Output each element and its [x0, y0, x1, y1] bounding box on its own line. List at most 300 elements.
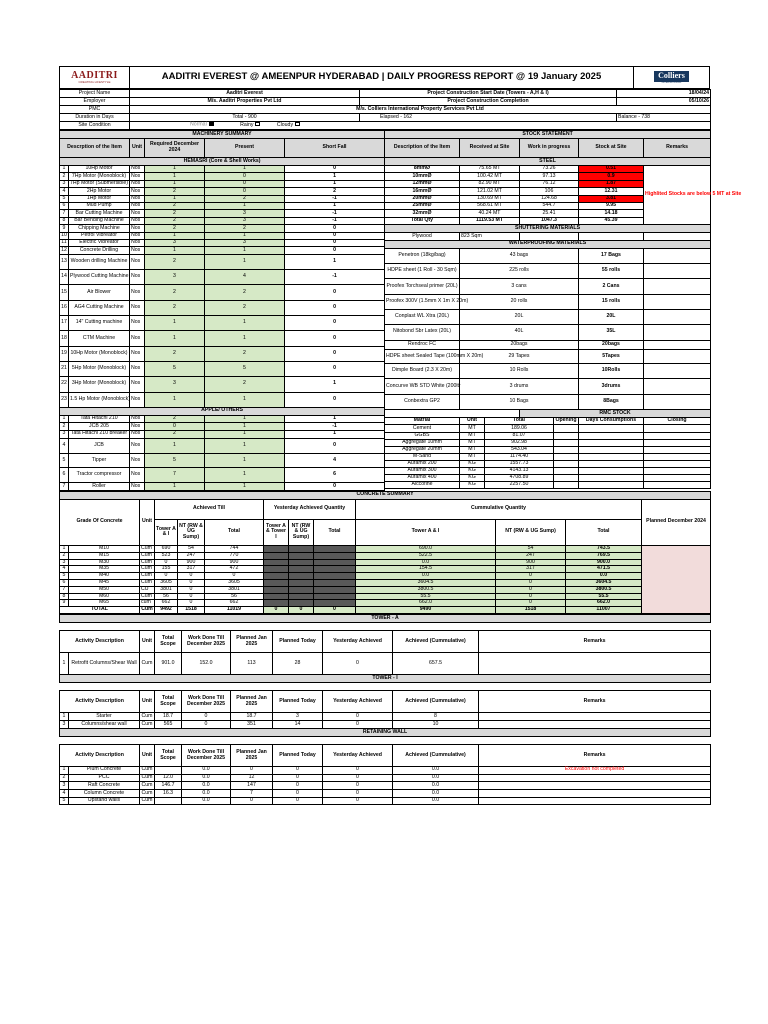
present: 3: [205, 210, 285, 217]
concrete-h-towerai2: Tower A & I: [356, 519, 496, 545]
present: 1: [205, 316, 285, 331]
required: 1: [145, 232, 205, 239]
stock-table: [384, 130, 742, 489]
machine-name: CTM Machine: [69, 331, 130, 346]
required: 1: [145, 173, 205, 180]
achieved-tower: 523: [155, 552, 178, 559]
present: 1: [205, 438, 285, 453]
present: 4: [205, 270, 285, 285]
activity-remarks: [479, 653, 711, 675]
required: 2: [145, 415, 205, 423]
total-value: 11019: [205, 607, 264, 614]
machinery-row: [60, 285, 385, 300]
rmc-material: Alccofine: [385, 482, 460, 489]
rmc-rows: [385, 425, 711, 489]
short-fall: -1: [285, 217, 385, 224]
machine-name: Bar Cutting Machine: [69, 210, 130, 217]
machine-name: Tractor compressor: [69, 468, 130, 483]
wp-material: Conbextra GP2: [385, 394, 460, 409]
row-number: 9: [60, 600, 69, 607]
required: 1: [145, 247, 205, 254]
activity-value: Cum: [140, 797, 155, 805]
wp-received: 20L: [460, 309, 579, 324]
activity-value: Cum: [140, 782, 155, 790]
retaining-h-unit: Unit: [140, 745, 155, 767]
wp-material: Proofex 300V (1.5mm X 1m X 20m): [385, 294, 460, 309]
required: 2: [145, 225, 205, 232]
activity-value: 0.0: [393, 782, 479, 790]
machine-name: 10Hp Motor (Monoblock): [69, 346, 130, 361]
activity-value: 14: [273, 721, 323, 729]
short-fall: 1: [285, 254, 385, 269]
short-fall: 4: [285, 453, 385, 468]
steel-wip: 76.12: [520, 180, 579, 187]
activity-value: Cum: [140, 653, 155, 675]
waterproof-row: [385, 364, 711, 379]
short-fall: 0: [285, 316, 385, 331]
activity-remarks: Excavation not completed: [479, 767, 711, 775]
waterproof-row: [385, 264, 711, 279]
rmc-unit: KG: [460, 475, 485, 482]
project-name: Aaditri Everest: [130, 90, 360, 98]
unit: Nos: [130, 210, 145, 217]
present: 3: [205, 217, 285, 224]
rmc-material: Aggregate 20mm: [385, 446, 460, 453]
unit: Nos: [130, 377, 145, 392]
project-name-label: Project Name: [60, 90, 130, 98]
row-number: 1: [60, 545, 69, 552]
short-fall: 1: [285, 431, 385, 439]
activity-value: 0: [231, 767, 273, 775]
achieved-tower: 3605: [155, 579, 178, 586]
machinery-h-unit: Unit: [130, 139, 145, 158]
machinery-row: [60, 468, 385, 483]
row-number: 1: [60, 713, 69, 721]
required: 2: [145, 346, 205, 361]
steel-stock: 0.9: [579, 173, 644, 180]
required: 3: [145, 377, 205, 392]
machine-name: Tipper: [69, 453, 130, 468]
normal-checkbox[interactable]: [209, 122, 214, 126]
rmc-head: [385, 409, 711, 425]
site-conditions: [130, 122, 711, 130]
stock-title: STOCK STATEMENT: [385, 131, 711, 139]
rmc-row: [385, 482, 711, 489]
achieved-nt: 0: [178, 593, 205, 600]
activity-value: 12.0: [155, 774, 182, 782]
required: 1: [145, 331, 205, 346]
cumm-tower: 0.0: [356, 559, 496, 566]
machinery-row: [60, 438, 385, 453]
required: 5: [145, 453, 205, 468]
unit: Nos: [130, 195, 145, 202]
activity-value: [155, 797, 182, 805]
row-number: 5: [60, 573, 69, 580]
required: 2: [145, 254, 205, 269]
unit: Nos: [130, 270, 145, 285]
concrete-h-total2: Total: [314, 519, 356, 545]
row-number: 2: [60, 552, 69, 559]
achieved-tower: 662: [155, 600, 178, 607]
activity-value: 18.7: [155, 713, 182, 721]
wp-stock: 17 Bags: [579, 248, 644, 263]
waterproof-row: [385, 340, 711, 350]
activity-row: [60, 797, 711, 805]
row-number: 4: [60, 188, 69, 195]
required: 2: [145, 300, 205, 315]
wp-stock: 10Rolls: [579, 364, 644, 379]
retaining-h-scope: Total Scope: [155, 745, 182, 767]
steel-stock: 0.51: [579, 166, 644, 173]
tower-a-h-yest: Yesterday Achieved: [323, 631, 393, 653]
present: 2: [205, 300, 285, 315]
retaining-h-act: Activity Description: [60, 745, 140, 767]
machine-name: 7Hp Motor (Submersible): [70, 180, 128, 187]
tower-a-h-today: Planned Today: [273, 631, 323, 653]
activity-value: Cum: [140, 767, 155, 775]
cumm-nt: 0: [496, 573, 566, 580]
row-number: 6: [60, 203, 69, 210]
short-fall: 0: [285, 483, 385, 491]
grade: M50: [69, 586, 140, 593]
waterproof-row: [385, 394, 711, 409]
retaining-h-yest: Yesterday Achieved: [323, 745, 393, 767]
required: 7: [145, 468, 205, 483]
rmc-h-opening: Opening: [555, 417, 577, 424]
steel-received: 75.65 MT: [460, 166, 520, 173]
row-number: 3: [60, 721, 69, 729]
required: 2: [145, 285, 205, 300]
present: 2: [205, 285, 285, 300]
activity-remarks: [479, 774, 711, 782]
wp-received: 40L: [460, 325, 579, 340]
short-fall: 1: [285, 180, 385, 187]
stock-h-remarks: Remarks: [644, 139, 711, 158]
cumm-tower: 662.0: [356, 600, 496, 607]
achieved-tower: 155: [155, 566, 178, 573]
present: 5: [205, 361, 285, 376]
achieved-nt: 0: [178, 579, 205, 586]
activity-value: 0: [182, 721, 231, 729]
achieved-nt: 54: [178, 545, 205, 552]
row-number: 19: [60, 346, 69, 361]
present: 1: [205, 247, 285, 254]
unit: Cum: [140, 566, 155, 573]
activity: Raft Concrete: [69, 782, 140, 790]
unit: Nos: [130, 453, 145, 468]
achieved-nt: 0: [178, 600, 205, 607]
waterproof-row: [385, 309, 711, 324]
achieved-tower: 3801: [155, 586, 178, 593]
cumm-total: 55.5: [566, 593, 642, 600]
tower-i-title: TOWER - I: [60, 675, 711, 683]
machinery-row: [60, 453, 385, 468]
activity-value: 0.0: [393, 774, 479, 782]
short-fall: 0: [285, 285, 385, 300]
short-fall: 0: [285, 225, 385, 232]
pmc: M/s. Colliers International Property Services Pvt Ltd: [130, 106, 711, 114]
activity-row: [60, 721, 711, 729]
activity-row: [60, 774, 711, 782]
short-fall: 1: [285, 173, 385, 180]
row-number: 11: [61, 239, 67, 246]
rainy-checkbox[interactable]: [255, 122, 260, 126]
activity-value: 113: [231, 653, 273, 675]
wp-material: Dimple Board (2.3 X 20m): [385, 364, 460, 379]
wp-stock: 35L: [579, 325, 644, 340]
wp-received: 29 Tapes: [460, 350, 579, 364]
row-number: 5: [60, 797, 69, 805]
unit: Nos: [130, 392, 145, 407]
machine-name: JCB: [69, 438, 130, 453]
cumm-nt: 317: [496, 566, 566, 573]
concrete-row: [60, 559, 711, 566]
activity-value: 0: [273, 790, 323, 798]
machinery-row: [60, 331, 385, 346]
tower-i-h-unit: Unit: [140, 691, 155, 713]
activity-remarks: [479, 782, 711, 790]
concrete-row: [60, 552, 711, 559]
present: 1: [205, 232, 285, 239]
tower-i-head: [60, 675, 711, 713]
row-number: 10: [61, 231, 67, 238]
total-value: Cum: [141, 606, 153, 613]
machinery-row: [60, 270, 385, 285]
wp-material: HDPE sheet Sealed Tape (100mm X 20m): [385, 350, 460, 364]
activity-value: 146.7: [155, 782, 182, 790]
activity-value: 0: [323, 782, 393, 790]
row-number: 3: [60, 431, 69, 439]
rmc-material: Cement: [385, 425, 460, 432]
required: 3: [145, 240, 205, 247]
present: 1: [205, 468, 285, 483]
wp-stock: 8Bags: [579, 394, 644, 409]
machinery-row: [60, 346, 385, 361]
machinery-row: [60, 240, 385, 247]
row-number: 9: [60, 225, 69, 232]
concrete-head: [60, 491, 711, 545]
unit: Nos: [130, 415, 145, 423]
activity-value: 0: [323, 721, 393, 729]
wp-received: 3 drums: [460, 379, 579, 394]
completion-date: 05/10/26: [617, 98, 711, 106]
cumm-nt: 900: [496, 559, 566, 566]
concrete-h-yest: Yesterday Achieved Quantity: [264, 499, 356, 519]
waterproof-row: [385, 350, 711, 364]
waterproof-row: [385, 379, 711, 394]
machinery-h-short: Short Fall: [285, 139, 385, 158]
required: 1: [145, 180, 205, 187]
unit: Nos: [130, 468, 145, 483]
activity-value: 147: [231, 782, 273, 790]
unit: Nos: [130, 316, 145, 331]
wp-stock: 20L: [579, 309, 644, 324]
machine-name: 7Hp Motor (Monoblock): [69, 173, 130, 180]
activity-value: 7: [231, 790, 273, 798]
machine-name: Roller: [69, 483, 130, 491]
required: 2: [145, 210, 205, 217]
waterproof-row: [385, 248, 711, 263]
row-number: 1: [60, 767, 69, 775]
activity-value: 0: [323, 774, 393, 782]
steel-size: 10mmØ: [385, 173, 460, 180]
row-number: 12: [61, 246, 67, 253]
steel-stock: 12.31: [579, 188, 644, 195]
grade: M65: [69, 600, 140, 607]
present: 0: [205, 180, 285, 187]
rmc-h-total: Total: [485, 417, 554, 425]
concrete-h-achieved: Achieved Till: [155, 499, 264, 519]
cumm-tower: 0.0: [356, 573, 496, 580]
rmc-unit: MT: [460, 453, 485, 460]
unit: Nos: [130, 217, 145, 224]
steel-received: 40.24 MT: [460, 210, 520, 217]
concrete-h-total3: Total: [566, 519, 642, 545]
activity-row: [60, 790, 711, 798]
row-number: 23: [60, 392, 69, 407]
short-fall: 0: [285, 361, 385, 376]
waterproof-row: [385, 279, 711, 294]
rmc-material: M-Sand: [385, 453, 460, 460]
achieved-tower: 690: [155, 545, 178, 552]
present: 1: [205, 415, 285, 423]
cumm-tower: 522.5: [356, 552, 496, 559]
short-fall: 1: [285, 203, 385, 210]
short-fall: 0: [285, 247, 385, 254]
short-fall: 6: [285, 468, 385, 483]
cumm-tower: 154.5: [356, 566, 496, 573]
report-title: AADITRI EVEREST @ AMEENPUR HYDERABAD | DAILY PROGRESS REPORT @ 19 January 2025: [130, 67, 634, 89]
rmc-material: Aggregate 10mm: [385, 439, 460, 446]
unit: Nos: [130, 300, 145, 315]
cloudy-checkbox[interactable]: [295, 122, 300, 126]
achieved-tower: 0: [155, 559, 178, 566]
machinery-row: [60, 392, 385, 407]
present: 1: [205, 483, 285, 491]
wp-material: Nitobond Sbr Latex (20L): [385, 325, 460, 340]
concrete-h-nt2: NT (RW & UG Sump): [496, 519, 566, 545]
tower-i-h-rem: Remarks: [479, 691, 711, 713]
concrete-h-towerai: Tower A & I: [155, 519, 178, 545]
row-number: 18: [60, 331, 69, 346]
machinery-row: [60, 217, 385, 224]
achieved-tower: 0: [155, 573, 178, 580]
rmc-total: 2257.50: [485, 482, 554, 489]
row-number: 7: [60, 586, 69, 593]
machine-name: Wooden drilling Machine: [69, 254, 130, 269]
rmc-total: 4708.89: [485, 475, 554, 482]
achieved-nt: 0: [178, 586, 205, 593]
waterproof-label: WATERPROOFING MATERIALS: [385, 240, 711, 248]
tower-i-h-today: Planned Today: [273, 691, 323, 713]
required: 2: [145, 188, 205, 195]
concrete-h-ug: NT (RW & UG Sump): [289, 519, 314, 545]
present: 2: [205, 377, 285, 392]
activity-value: 0: [273, 774, 323, 782]
rmc-unit: KG: [460, 467, 485, 474]
present: 2: [205, 195, 285, 202]
rmc-h-days: Days Consumptions: [579, 417, 644, 425]
activity-value: 901.0: [155, 653, 182, 675]
row-number: 16: [60, 300, 69, 315]
short-fall: 0: [285, 240, 385, 247]
total-value: 0: [314, 607, 356, 614]
rmc-total: 902.98: [485, 439, 554, 446]
tower-a-h-act: Activity Description: [60, 631, 140, 653]
activity-value: 0: [323, 713, 393, 721]
required: 2: [145, 217, 205, 224]
rmc-row: [385, 446, 711, 453]
activity-value: 0: [323, 767, 393, 775]
grade: M10: [69, 545, 140, 552]
rainy-label: Rainy: [240, 121, 254, 128]
concrete-row: [60, 593, 711, 600]
unit: Nos: [130, 247, 145, 254]
retaining-h-today: Planned Today: [273, 745, 323, 767]
machine-name: Concrete Drilling: [69, 247, 130, 254]
machine-name: Plywood Cutting Machine: [69, 270, 130, 285]
short-fall: 0: [285, 392, 385, 407]
tower-a-h-rem: Remarks: [479, 631, 711, 653]
activity-value: 0: [231, 797, 273, 805]
activity-value: 0.0: [182, 782, 231, 790]
activity-value: 565: [155, 721, 182, 729]
rmc-h-material: Matrial: [385, 417, 460, 425]
plywood-qty: 823 Sqm: [460, 233, 520, 241]
present: 1: [205, 254, 285, 269]
concrete-total-row: [60, 607, 711, 614]
waterproof-rows: [385, 248, 711, 409]
steel-remarks: Highlited Stocks are below 5 MT at Site: [644, 166, 711, 225]
activity-value: 18.7: [231, 713, 273, 721]
machinery-row: [60, 377, 385, 392]
unit: Nos: [130, 188, 145, 195]
present: 2: [205, 346, 285, 361]
cloudy-label: Cloudy: [276, 121, 294, 128]
unit: Nos: [130, 254, 145, 269]
achieved-total: 662: [205, 600, 264, 607]
stock-head: [385, 131, 711, 166]
stock-section: [384, 130, 742, 491]
present: 1: [205, 203, 285, 210]
row-number: 22: [60, 377, 69, 392]
activity: Upstand walls: [69, 797, 140, 805]
activity-remarks: [479, 721, 711, 729]
wp-received: 3 cans: [460, 279, 579, 294]
cumm-total: 662.0: [566, 600, 642, 607]
cumm-nt: 247: [496, 552, 566, 559]
concrete-h-planned: Planned December 2024: [642, 499, 711, 545]
machinery-row: [60, 247, 385, 254]
steel-total: Total Qty: [385, 217, 460, 224]
row-number: 15: [60, 285, 69, 300]
present: 1: [205, 166, 285, 173]
rmc-total: 1557.73: [485, 460, 554, 467]
stock-h-recv: Received at Site: [460, 139, 520, 158]
unit: Cum: [140, 559, 155, 566]
row-number: 3: [60, 782, 69, 790]
machinery-h-item: Descrption of the Item: [60, 139, 130, 158]
cumm-total: 769.5: [566, 552, 642, 559]
plywood-row: [385, 233, 711, 241]
machinery-row: [60, 203, 385, 210]
total-value: 1518: [178, 607, 205, 614]
tower-i-h-scope: Total Scope: [155, 691, 182, 713]
report-page: [59, 66, 742, 805]
rmc-material: Auramix 300: [385, 467, 460, 474]
shuttering-block: [385, 225, 711, 249]
steel-received: 82.90 MT: [460, 180, 520, 187]
